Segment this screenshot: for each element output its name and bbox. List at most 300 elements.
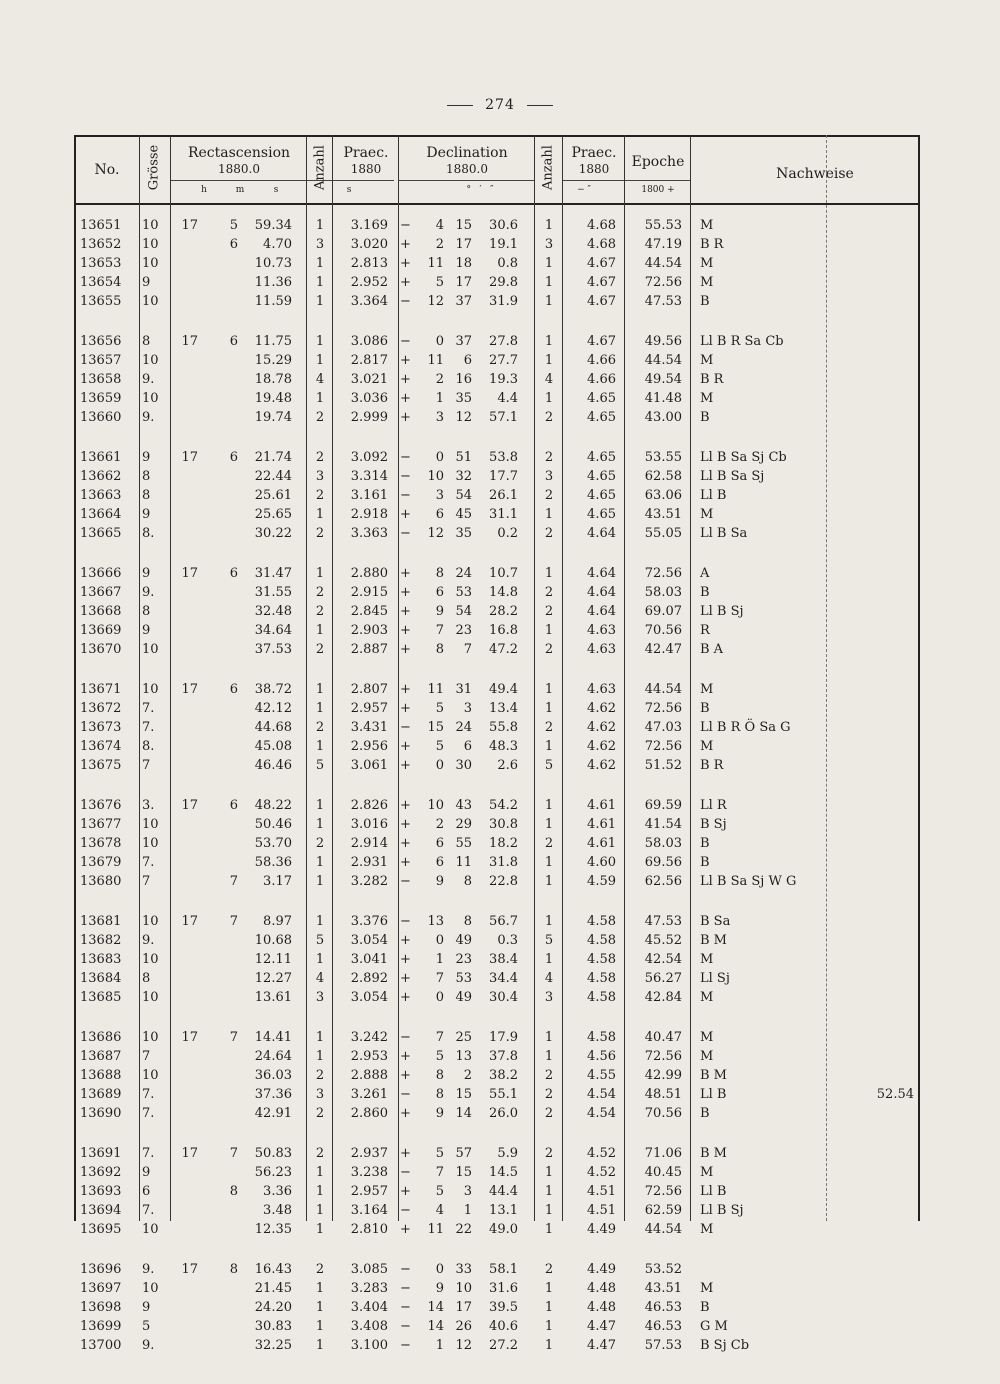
star-number: 13691 bbox=[80, 1146, 122, 1161]
ra-minutes: 7 bbox=[229, 874, 238, 889]
decl-degrees: 11 bbox=[427, 1222, 444, 1237]
ra-count: 2 bbox=[315, 720, 325, 735]
decl-minutes: 3 bbox=[463, 701, 472, 716]
ra-hours: 17 bbox=[181, 1146, 198, 1161]
decl-degrees: 1 bbox=[435, 952, 444, 967]
decl-minutes: 18 bbox=[455, 256, 472, 271]
decl-minutes: 6 bbox=[463, 739, 472, 754]
decl-seconds: 0.3 bbox=[497, 933, 518, 948]
decl-degrees: 4 bbox=[435, 1203, 444, 1218]
decl-sign: + bbox=[400, 623, 411, 638]
decl-precession: 4.60 bbox=[587, 855, 616, 870]
ra-seconds: 31.47 bbox=[254, 566, 292, 581]
table-row bbox=[0, 699, 1000, 718]
decl-minutes: 54 bbox=[455, 604, 472, 619]
decl-degrees: 1 bbox=[435, 1338, 444, 1353]
decl-degrees: 6 bbox=[435, 507, 444, 522]
epoch: 70.56 bbox=[644, 623, 682, 638]
decl-precession: 4.65 bbox=[587, 488, 616, 503]
decl-minutes: 29 bbox=[455, 817, 472, 832]
decl-sign: + bbox=[400, 1049, 411, 1064]
ra-count: 1 bbox=[315, 1338, 325, 1353]
decl-precession: 4.54 bbox=[587, 1106, 616, 1121]
table-row bbox=[0, 931, 1000, 950]
decl-count: 1 bbox=[544, 1049, 554, 1064]
ra-seconds: 37.36 bbox=[254, 1087, 292, 1102]
decl-seconds: 19.1 bbox=[489, 237, 518, 252]
decl-seconds: 57.1 bbox=[489, 410, 518, 425]
ra-count: 1 bbox=[315, 334, 325, 349]
decl-count: 2 bbox=[544, 836, 554, 851]
epoch: 72.56 bbox=[644, 566, 682, 581]
decl-seconds: 17.9 bbox=[489, 1030, 518, 1045]
decl-precession: 4.58 bbox=[587, 933, 616, 948]
header-ra-epoch: 1880.0 bbox=[218, 162, 260, 176]
table-row bbox=[0, 1317, 1000, 1336]
decl-sign: + bbox=[400, 739, 411, 754]
epoch: 47.53 bbox=[644, 914, 682, 929]
decl-sign: − bbox=[400, 1165, 411, 1180]
magnitude: 8 bbox=[142, 469, 151, 484]
ra-precession: 2.914 bbox=[350, 836, 388, 851]
magnitude: 10 bbox=[142, 1222, 159, 1237]
magnitude: 8. bbox=[142, 739, 155, 754]
references: M bbox=[700, 1281, 714, 1296]
epoch: 72.56 bbox=[644, 739, 682, 754]
decl-count: 2 bbox=[544, 1087, 554, 1102]
table-row bbox=[0, 408, 1000, 427]
ra-minutes: 6 bbox=[229, 682, 238, 697]
ra-seconds: 36.03 bbox=[254, 1068, 292, 1083]
star-number: 13688 bbox=[80, 1068, 122, 1083]
magnitude: 8 bbox=[142, 334, 151, 349]
decl-count: 1 bbox=[544, 507, 554, 522]
epoch: 63.06 bbox=[644, 488, 682, 503]
decl-count: 1 bbox=[544, 256, 554, 271]
decl-count: 1 bbox=[544, 391, 554, 406]
ra-seconds: 16.43 bbox=[254, 1262, 292, 1277]
decl-precession: 4.58 bbox=[587, 1030, 616, 1045]
decl-count: 2 bbox=[544, 410, 554, 425]
decl-precession: 4.65 bbox=[587, 507, 616, 522]
decl-degrees: 0 bbox=[435, 758, 444, 773]
header-praec-1-year: 1880 bbox=[350, 162, 382, 176]
decl-sign: + bbox=[400, 566, 411, 581]
decl-minutes: 23 bbox=[455, 952, 472, 967]
decl-sign: − bbox=[400, 1281, 411, 1296]
decl-sign: + bbox=[400, 1068, 411, 1083]
decl-count: 1 bbox=[544, 701, 554, 716]
magnitude: 7. bbox=[142, 1146, 155, 1161]
magnitude: 7. bbox=[142, 720, 155, 735]
table-row bbox=[0, 254, 1000, 273]
decl-sign: + bbox=[400, 372, 411, 387]
decl-precession: 4.47 bbox=[587, 1338, 616, 1353]
references: Ll B R Sa Cb bbox=[700, 334, 784, 349]
decl-count: 4 bbox=[544, 971, 554, 986]
table-row bbox=[0, 564, 1000, 583]
decl-precession: 4.61 bbox=[587, 836, 616, 851]
ra-precession: 2.826 bbox=[350, 798, 388, 813]
decl-precession: 4.65 bbox=[587, 410, 616, 425]
epoch: 49.56 bbox=[644, 334, 682, 349]
table-row bbox=[0, 1220, 1000, 1239]
ra-seconds: 18.78 bbox=[254, 372, 292, 387]
decl-precession: 4.62 bbox=[587, 701, 616, 716]
decl-count: 2 bbox=[544, 604, 554, 619]
decl-degrees: 5 bbox=[435, 1049, 444, 1064]
header-epoche-sub: 1800 + bbox=[641, 185, 675, 195]
decl-seconds: 30.4 bbox=[489, 990, 518, 1005]
decl-degrees: 14 bbox=[427, 1319, 444, 1334]
decl-minutes: 31 bbox=[455, 682, 472, 697]
ra-precession: 2.817 bbox=[350, 353, 388, 368]
decl-precession: 4.63 bbox=[587, 642, 616, 657]
decl-count: 1 bbox=[544, 623, 554, 638]
magnitude: 8 bbox=[142, 604, 151, 619]
decl-count: 1 bbox=[544, 682, 554, 697]
epoch: 53.52 bbox=[644, 1262, 682, 1277]
epoch: 43.51 bbox=[644, 507, 682, 522]
decl-count: 4 bbox=[544, 372, 554, 387]
decl-precession: 4.61 bbox=[587, 817, 616, 832]
decl-seconds: 0.8 bbox=[497, 256, 518, 271]
decl-seconds: 27.8 bbox=[489, 334, 518, 349]
epoch: 70.56 bbox=[644, 1106, 682, 1121]
table-row bbox=[0, 872, 1000, 891]
decl-degrees: 11 bbox=[427, 682, 444, 697]
ra-count: 5 bbox=[315, 758, 325, 773]
decl-seconds: 49.4 bbox=[489, 682, 518, 697]
decl-seconds: 31.9 bbox=[489, 294, 518, 309]
ra-count: 1 bbox=[315, 1165, 325, 1180]
decl-seconds: 30.8 bbox=[489, 817, 518, 832]
ra-seconds: 30.22 bbox=[254, 526, 292, 541]
decl-precession: 4.58 bbox=[587, 914, 616, 929]
ra-count: 2 bbox=[315, 488, 325, 503]
ra-hours: 17 bbox=[181, 798, 198, 813]
decl-minutes: 3 bbox=[463, 1184, 472, 1199]
table-row bbox=[0, 640, 1000, 659]
epoch: 40.47 bbox=[644, 1030, 682, 1045]
decl-degrees: 13 bbox=[427, 914, 444, 929]
star-number: 13657 bbox=[80, 353, 122, 368]
decl-sign: − bbox=[400, 1087, 411, 1102]
ra-seconds: 46.46 bbox=[254, 758, 292, 773]
decl-degrees: 7 bbox=[435, 971, 444, 986]
decl-count: 1 bbox=[544, 1300, 554, 1315]
decl-precession: 4.66 bbox=[587, 353, 616, 368]
ra-seconds: 32.25 bbox=[254, 1338, 292, 1353]
table-row bbox=[0, 389, 1000, 408]
decl-degrees: 2 bbox=[435, 372, 444, 387]
star-number: 13658 bbox=[80, 372, 122, 387]
star-number: 13692 bbox=[80, 1165, 122, 1180]
ra-precession: 2.937 bbox=[350, 1146, 388, 1161]
ra-precession: 3.161 bbox=[350, 488, 388, 503]
epoch: 40.45 bbox=[644, 1165, 682, 1180]
ra-seconds: 12.27 bbox=[254, 971, 292, 986]
star-number: 13679 bbox=[80, 855, 122, 870]
ra-hours: 17 bbox=[181, 334, 198, 349]
ra-count: 1 bbox=[315, 739, 325, 754]
references: Ll R bbox=[700, 798, 727, 813]
decl-precession: 4.66 bbox=[587, 372, 616, 387]
decl-degrees: 8 bbox=[435, 566, 444, 581]
table-row bbox=[0, 370, 1000, 389]
star-number: 13659 bbox=[80, 391, 122, 406]
magnitude: 9 bbox=[142, 275, 151, 290]
decl-seconds: 30.6 bbox=[489, 218, 518, 233]
magnitude: 9. bbox=[142, 1338, 155, 1353]
header-bottom-rule bbox=[74, 203, 920, 205]
star-number: 13656 bbox=[80, 334, 122, 349]
magnitude: 7 bbox=[142, 1049, 151, 1064]
ra-hours: 17 bbox=[181, 566, 198, 581]
ra-precession: 2.999 bbox=[350, 410, 388, 425]
ra-count: 1 bbox=[315, 1184, 325, 1199]
decl-seconds: 56.7 bbox=[489, 914, 518, 929]
decl-sign: + bbox=[400, 642, 411, 657]
decl-count: 1 bbox=[544, 353, 554, 368]
epoch: 55.05 bbox=[644, 526, 682, 541]
decl-precession: 4.47 bbox=[587, 1319, 616, 1334]
table-row bbox=[0, 1279, 1000, 1298]
decl-sign: + bbox=[400, 971, 411, 986]
decl-minutes: 53 bbox=[455, 971, 472, 986]
decl-sign: − bbox=[400, 1030, 411, 1045]
references: M bbox=[700, 1049, 714, 1064]
ra-seconds: 38.72 bbox=[254, 682, 292, 697]
decl-count: 1 bbox=[544, 1338, 554, 1353]
decl-precession: 4.52 bbox=[587, 1146, 616, 1161]
ra-count: 1 bbox=[315, 353, 325, 368]
ra-precession: 2.957 bbox=[350, 1184, 388, 1199]
table-row bbox=[0, 448, 1000, 467]
table-row bbox=[0, 273, 1000, 292]
ra-hours: 17 bbox=[181, 914, 198, 929]
table-row bbox=[0, 216, 1000, 235]
references: B bbox=[700, 1300, 710, 1315]
table-row bbox=[0, 235, 1000, 254]
decl-precession: 4.62 bbox=[587, 739, 616, 754]
ra-minutes: 7 bbox=[229, 1030, 238, 1045]
magnitude: 10 bbox=[142, 294, 159, 309]
decl-degrees: 0 bbox=[435, 450, 444, 465]
ra-count: 3 bbox=[315, 469, 325, 484]
references: M bbox=[700, 1030, 714, 1045]
ra-count: 2 bbox=[315, 1146, 325, 1161]
ra-precession: 2.810 bbox=[350, 1222, 388, 1237]
magnitude: 6 bbox=[142, 1184, 151, 1199]
decl-degrees: 8 bbox=[435, 1087, 444, 1102]
decl-sign: + bbox=[400, 682, 411, 697]
header-anzahl-1: Anzahl bbox=[312, 145, 328, 190]
epoch: 56.27 bbox=[644, 971, 682, 986]
header-praec-1-unit: s bbox=[346, 185, 352, 195]
ra-count: 1 bbox=[315, 1319, 325, 1334]
decl-precession: 4.61 bbox=[587, 798, 616, 813]
epoch: 44.54 bbox=[644, 682, 682, 697]
header-praec-2-year: 1880 bbox=[578, 162, 610, 176]
decl-precession: 4.55 bbox=[587, 1068, 616, 1083]
decl-sign: + bbox=[400, 1184, 411, 1199]
decl-sign: − bbox=[400, 488, 411, 503]
epoch: 44.54 bbox=[644, 353, 682, 368]
table-row bbox=[0, 1144, 1000, 1163]
decl-seconds: 26.1 bbox=[489, 488, 518, 503]
magnitude: 10 bbox=[142, 914, 159, 929]
ra-precession: 3.408 bbox=[350, 1319, 388, 1334]
ra-minutes: 7 bbox=[229, 1146, 238, 1161]
ra-precession: 2.892 bbox=[350, 971, 388, 986]
ra-seconds: 24.64 bbox=[254, 1049, 292, 1064]
decl-sign: − bbox=[400, 450, 411, 465]
ra-seconds: 48.22 bbox=[254, 798, 292, 813]
references: M bbox=[700, 1165, 714, 1180]
references: B M bbox=[700, 933, 727, 948]
ra-count: 1 bbox=[315, 1030, 325, 1045]
table-row bbox=[0, 853, 1000, 872]
ra-seconds: 4.70 bbox=[263, 237, 292, 252]
epoch: 55.53 bbox=[644, 218, 682, 233]
decl-precession: 4.59 bbox=[587, 874, 616, 889]
decl-minutes: 2 bbox=[463, 1068, 472, 1083]
ra-precession: 3.314 bbox=[350, 469, 388, 484]
decl-count: 1 bbox=[544, 874, 554, 889]
decl-count: 1 bbox=[544, 1222, 554, 1237]
decl-precession: 4.49 bbox=[587, 1222, 616, 1237]
decl-degrees: 5 bbox=[435, 1146, 444, 1161]
star-number: 13664 bbox=[80, 507, 122, 522]
ra-count: 1 bbox=[315, 1203, 325, 1218]
decl-count: 2 bbox=[544, 1262, 554, 1277]
decl-sign: + bbox=[400, 701, 411, 716]
ra-count: 2 bbox=[315, 410, 325, 425]
magnitude: 7. bbox=[142, 701, 155, 716]
decl-seconds: 13.4 bbox=[489, 701, 518, 716]
star-number: 13696 bbox=[80, 1262, 122, 1277]
decl-minutes: 45 bbox=[455, 507, 472, 522]
magnitude: 9. bbox=[142, 1262, 155, 1277]
decl-degrees: 9 bbox=[435, 1281, 444, 1296]
epoch: 57.53 bbox=[644, 1338, 682, 1353]
star-number: 13661 bbox=[80, 450, 122, 465]
table-row bbox=[0, 486, 1000, 505]
magnitude: 9 bbox=[142, 507, 151, 522]
references: B bbox=[700, 701, 710, 716]
epoch: 48.51 bbox=[644, 1087, 682, 1102]
decl-seconds: 29.8 bbox=[489, 275, 518, 290]
table-row bbox=[0, 718, 1000, 737]
ra-count: 1 bbox=[315, 855, 325, 870]
decl-precession: 4.58 bbox=[587, 952, 616, 967]
decl-precession: 4.63 bbox=[587, 682, 616, 697]
decl-count: 1 bbox=[544, 1203, 554, 1218]
decl-count: 1 bbox=[544, 294, 554, 309]
magnitude: 10 bbox=[142, 218, 159, 233]
decl-minutes: 16 bbox=[455, 372, 472, 387]
star-number: 13682 bbox=[80, 933, 122, 948]
star-number: 13673 bbox=[80, 720, 122, 735]
table-row bbox=[0, 950, 1000, 969]
table-row bbox=[0, 912, 1000, 931]
decl-minutes: 11 bbox=[455, 855, 472, 870]
magnitude: 10 bbox=[142, 353, 159, 368]
decl-minutes: 15 bbox=[455, 218, 472, 233]
decl-precession: 4.58 bbox=[587, 971, 616, 986]
ra-seconds: 50.83 bbox=[254, 1146, 292, 1161]
decl-degrees: 11 bbox=[427, 353, 444, 368]
ra-seconds: 11.59 bbox=[254, 294, 292, 309]
ra-precession: 3.283 bbox=[350, 1281, 388, 1296]
ra-precession: 3.169 bbox=[350, 218, 388, 233]
epoch: 43.00 bbox=[644, 410, 682, 425]
ra-minutes: 6 bbox=[229, 798, 238, 813]
magnitude: 5 bbox=[142, 1319, 151, 1334]
references: Ll B Sj bbox=[700, 604, 744, 619]
star-number: 13654 bbox=[80, 275, 122, 290]
magnitude: 10 bbox=[142, 1281, 159, 1296]
decl-seconds: 58.1 bbox=[489, 1262, 518, 1277]
epoch: 62.58 bbox=[644, 469, 682, 484]
magnitude: 8 bbox=[142, 971, 151, 986]
decl-count: 1 bbox=[544, 798, 554, 813]
ra-minutes: 8 bbox=[229, 1184, 238, 1199]
star-number: 13660 bbox=[80, 410, 122, 425]
star-number: 13699 bbox=[80, 1319, 122, 1334]
references: Ll Sj bbox=[700, 971, 730, 986]
ra-seconds: 21.45 bbox=[254, 1281, 292, 1296]
ra-precession: 2.953 bbox=[350, 1049, 388, 1064]
ra-seconds: 53.70 bbox=[254, 836, 292, 851]
magnitude: 10 bbox=[142, 952, 159, 967]
references: B Sj bbox=[700, 817, 727, 832]
decl-degrees: 9 bbox=[435, 1106, 444, 1121]
star-number: 13668 bbox=[80, 604, 122, 619]
ra-precession: 3.036 bbox=[350, 391, 388, 406]
ra-seconds: 14.41 bbox=[254, 1030, 292, 1045]
ra-seconds: 15.29 bbox=[254, 353, 292, 368]
table-row bbox=[0, 1047, 1000, 1066]
star-number: 13680 bbox=[80, 874, 122, 889]
ra-precession: 3.164 bbox=[350, 1203, 388, 1218]
epoch: 42.54 bbox=[644, 952, 682, 967]
decl-precession: 4.63 bbox=[587, 623, 616, 638]
header-ra-s: s bbox=[273, 185, 279, 195]
decl-sign: − bbox=[400, 914, 411, 929]
ra-count: 1 bbox=[315, 275, 325, 290]
decl-seconds: 19.3 bbox=[489, 372, 518, 387]
ra-seconds: 22.44 bbox=[254, 469, 292, 484]
ra-precession: 2.813 bbox=[350, 256, 388, 271]
decl-sign: + bbox=[400, 604, 411, 619]
references: M bbox=[700, 952, 714, 967]
table-row bbox=[0, 756, 1000, 775]
decl-seconds: 10.7 bbox=[489, 566, 518, 581]
decl-sign: − bbox=[400, 1319, 411, 1334]
decl-degrees: 4 bbox=[435, 218, 444, 233]
ra-count: 2 bbox=[315, 450, 325, 465]
ra-seconds: 42.91 bbox=[254, 1106, 292, 1121]
decl-degrees: 14 bbox=[427, 1300, 444, 1315]
epoch: 41.54 bbox=[644, 817, 682, 832]
magnitude: 9 bbox=[142, 1165, 151, 1180]
ra-seconds: 12.35 bbox=[254, 1222, 292, 1237]
ra-count: 1 bbox=[315, 566, 325, 581]
decl-sign: + bbox=[400, 256, 411, 271]
decl-precession: 4.68 bbox=[587, 218, 616, 233]
